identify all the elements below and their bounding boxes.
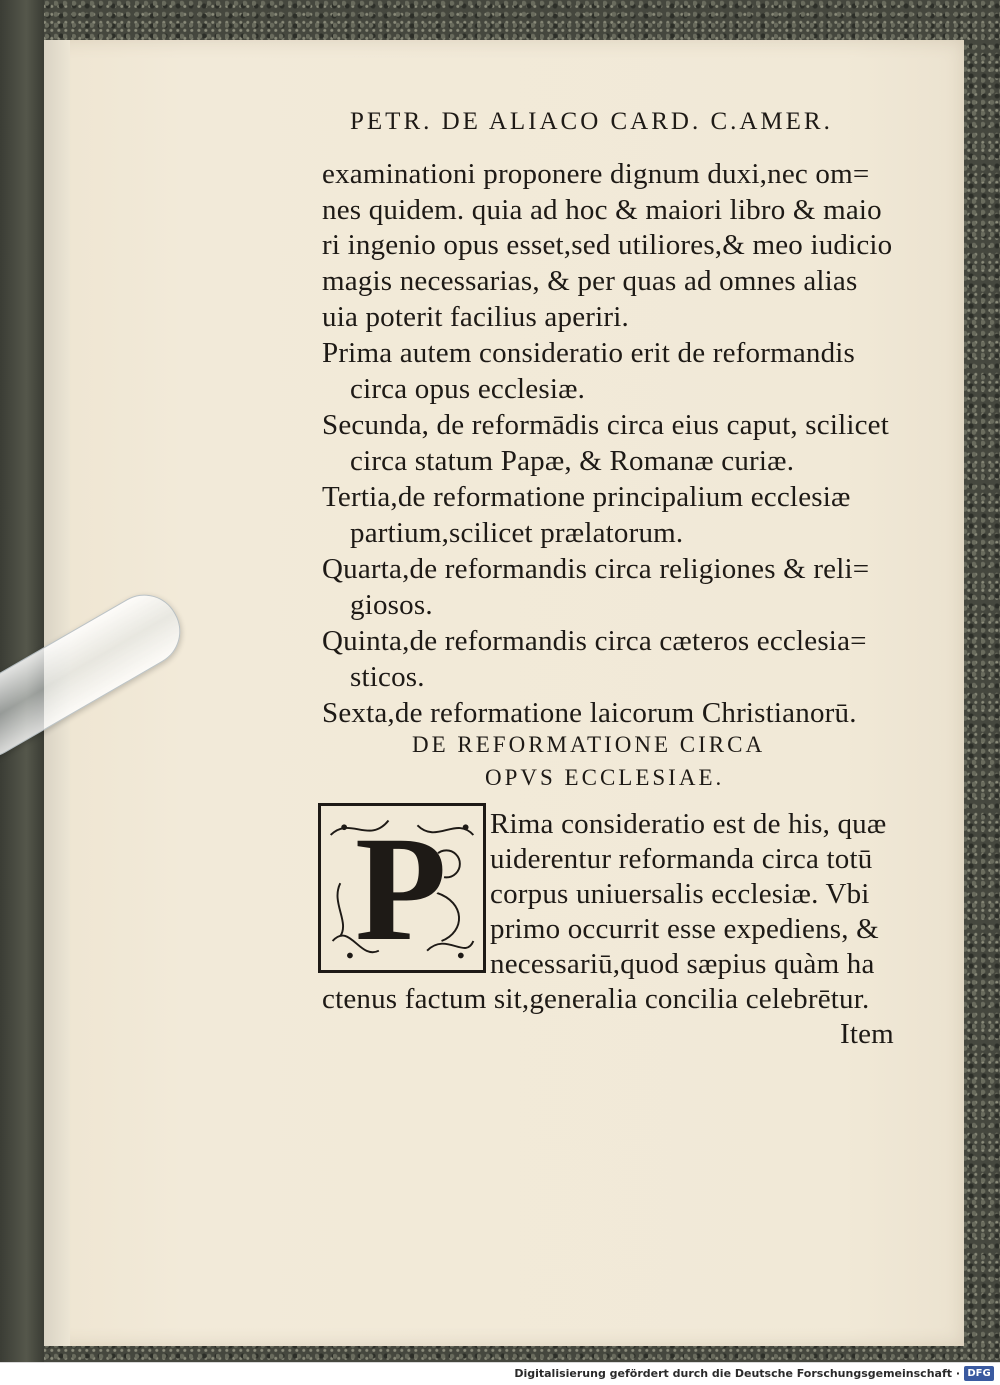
section-heading-line-1: DE REFORMATIONE CIRCA: [412, 732, 766, 757]
text-line-10: Tertia,de reformatione principalium ecclesiæ: [322, 481, 851, 513]
text-line-11: partium,scilicet prælatorum.: [350, 517, 684, 549]
body-line-6: ctenus factum sit,generalia concilia celebrētur.: [322, 983, 870, 1015]
catchword: Item: [840, 1018, 894, 1050]
body-line-4: primo occurrit esse expediens, &: [490, 913, 879, 945]
text-line-4: magis necessarias, & per quas ad omnes alias: [322, 265, 858, 297]
body-line-2: uiderentur reformanda circa totū: [490, 843, 873, 875]
text-line-12: Quarta,de reformandis circa religiones & reli=: [322, 553, 870, 585]
footer-bar: [0, 1362, 1000, 1385]
running-head: PETR. DE ALIACO CARD. C.AMER.: [350, 108, 833, 135]
decorated-initial-woodcut: [318, 803, 486, 973]
text-line-5: uia poterit facilius aperiri.: [322, 301, 629, 333]
text-line-16: Sexta,de reformatione laicorum Christianorū.: [322, 697, 857, 729]
body-line-5: necessariū,quod sæpius quàm ha: [490, 948, 875, 980]
text-line-3: ri ingenio opus esset,sed utiliores,& meo iudicio: [322, 229, 893, 261]
text-line-1: examinationi proponere dignum duxi,nec om=: [322, 158, 870, 190]
text-line-6: Prima autem consideratio erit de reformandis: [322, 337, 856, 369]
text-line-9: circa statum Papæ, & Romanæ curiæ.: [350, 445, 795, 477]
body-line-1: Rima consideratio est de his, quæ: [490, 808, 887, 840]
body-line-3: corpus uniuersalis ecclesiæ. Vbi: [490, 878, 870, 910]
text-line-15: sticos.: [350, 661, 425, 693]
text-line-7: circa opus ecclesiæ.: [350, 373, 586, 405]
footer-credit: Digitalisierung gefördert durch die Deutsche Forschungsgemeinschaft ·: [514, 1367, 960, 1380]
initial-letter: P: [355, 806, 447, 972]
text-line-14: Quinta,de reformandis circa cæteros ecclesia=: [322, 625, 867, 657]
text-line-13: giosos.: [350, 589, 433, 621]
section-heading-line-2: OPVS ECCLESIAE.: [485, 765, 725, 790]
text-line-2: nes quidem. quia ad hoc & maiori libro & maio: [322, 194, 882, 226]
text-line-8: Secunda, de reformādis circa eius caput, scilicet: [322, 409, 890, 441]
dfg-logo[interactable]: DFG: [964, 1366, 994, 1381]
